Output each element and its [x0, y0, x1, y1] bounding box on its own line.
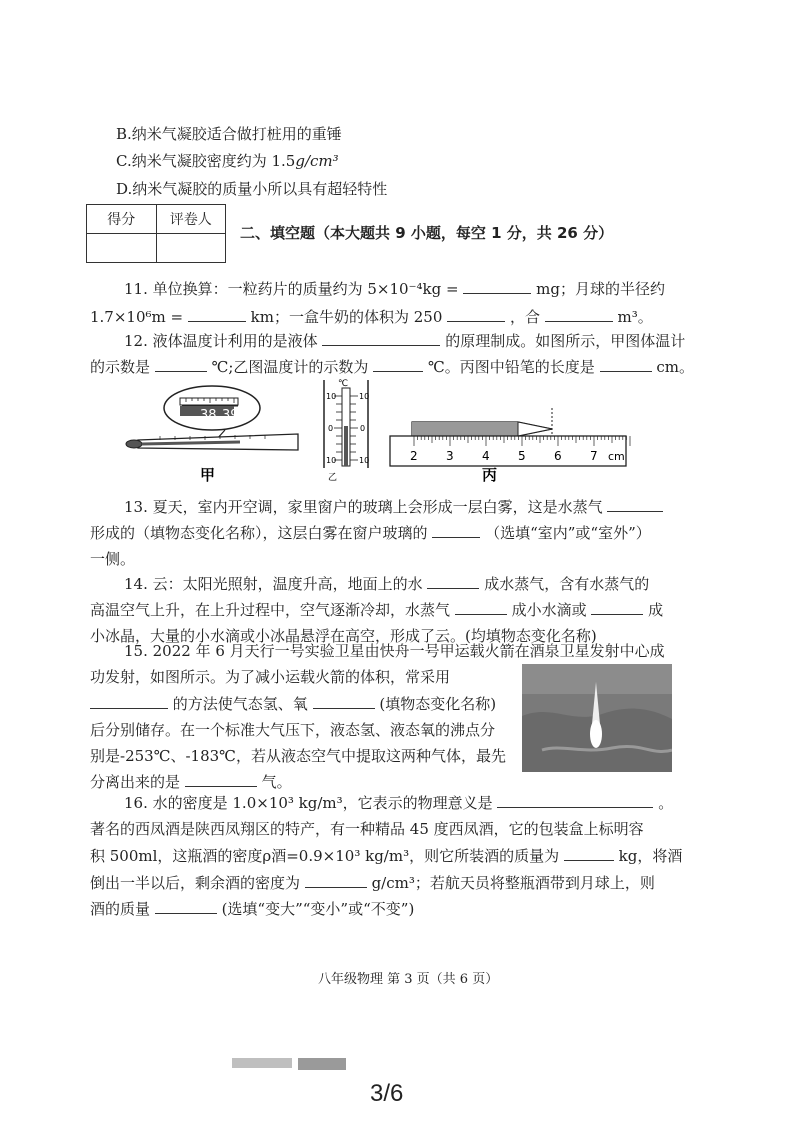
q14-text-d: 成小水滴或: [511, 601, 587, 619]
q16-text-b: 。: [658, 794, 674, 812]
score-cell[interactable]: [87, 234, 157, 263]
q15-line6: [90, 771, 292, 792]
q16-text-f: g/cm³；若航天员将整瓶酒带到月球上，则: [371, 874, 655, 892]
q15-text-d: 气。: [261, 773, 292, 791]
thermo-38-label: 38: [200, 408, 217, 423]
q13-text-c: （选填“室内”或“室外”）: [485, 524, 651, 542]
scale-0-left: 0: [328, 424, 334, 433]
page-footer: 八年级物理 第 3 页（共 6 页）: [318, 972, 499, 987]
q14-text-e: 成: [648, 601, 664, 619]
q11-blank-3[interactable]: [447, 308, 505, 322]
q15-line3: [90, 693, 496, 714]
fig-jia-label: 甲: [200, 466, 216, 484]
q13-text-a: 13. 夏天，室内开空调，家里窗户的玻璃上会形成一层白雾，这是水蒸气: [124, 498, 603, 516]
ruler-tick-label: 7: [590, 449, 598, 463]
q11-text-f: m³。: [617, 308, 653, 326]
option-b: B.纳米气凝胶适合做打桩用的重锤: [116, 125, 342, 143]
q12-line1: [124, 330, 685, 351]
q15-text-b: (填物态变化名称): [379, 695, 497, 713]
q16-text-c: 积 500ml，这瓶酒的密度ρ酒=0.9×10³ kg/m³，则它所装酒的质量为: [90, 847, 560, 865]
ruler-tick-label: 5: [518, 449, 526, 463]
q13-line1: [124, 496, 663, 517]
figures-svg: [120, 378, 640, 486]
grader-cell[interactable]: [156, 234, 226, 263]
q12-text-e: ℃。丙图中铅笔的长度是: [427, 358, 595, 376]
scale-10-bottom-right: 10: [359, 456, 370, 465]
q14-text-c: 高温空气上升，在上升过程中，空气逐渐冷却，水蒸气: [90, 601, 451, 619]
ruler-unit-label: cm: [608, 450, 625, 463]
q16-line2: 著名的西凤酒是陕西凤翔区的特产，有一种精品 45 度西凤酒，它的包装盒上标明容: [90, 820, 644, 838]
q16-text-g: 酒的质量: [90, 900, 151, 918]
scan-artifact: [232, 1058, 292, 1068]
ruler-tick-label: 3: [446, 449, 454, 463]
q14-line2: [90, 599, 663, 620]
q16-text-h: (选填“变大”“变小”或“不变”): [221, 900, 415, 918]
q11-text-d: km；一盒牛奶的体积为 250: [250, 308, 443, 326]
q12-text-f: cm。: [656, 358, 694, 376]
q11-blank-2[interactable]: [188, 308, 246, 322]
q15-blank-1[interactable]: [90, 695, 168, 709]
q11-text-a: 11. 单位换算：一粒药片的质量约为 5×10⁻⁴kg =: [124, 280, 459, 298]
q14-line1: [124, 573, 649, 594]
q16-line4: [90, 872, 655, 893]
q11-line2: [90, 306, 653, 327]
q14-blank-2[interactable]: [455, 601, 507, 615]
ruler-tick-label: 4: [482, 449, 490, 463]
q15-line4: 后分别储存。在一个标准大气压下，液态氢、液态氧的沸点分: [90, 721, 496, 739]
q11-text-c: 1.7×10⁶m =: [90, 308, 184, 326]
scale-unit: ℃: [338, 379, 349, 389]
q16-text-a: 16. 水的密度是 1.0×10³ kg/m³，它表示的物理意义是: [124, 794, 493, 812]
q12-text-a: 12. 液体温度计利用的是液体: [124, 332, 318, 350]
q15-text-c: 分离出来的是: [90, 773, 181, 791]
fig-bing-label: 丙: [482, 466, 498, 484]
q14-line3: 小冰晶，大量的小水滴或小冰晶悬浮在高空，形成了云。(均填物态变化名称): [90, 627, 597, 645]
q14-blank-3[interactable]: [591, 601, 643, 615]
q16-text-d: kg，将酒: [618, 847, 683, 865]
q16-blank-4[interactable]: [155, 900, 217, 914]
option-c-unit: g/cm³: [295, 152, 339, 170]
q12-blank-1[interactable]: [322, 332, 440, 346]
q16-blank-2[interactable]: [564, 847, 614, 861]
scale-10-top-left: 10: [326, 392, 337, 401]
q13-blank-2[interactable]: [432, 524, 480, 538]
scale-10-top-right: 10: [359, 392, 370, 401]
q14-text-b: 成水蒸气，含有水蒸气的: [484, 575, 650, 593]
q14-text-a: 14. 云：太阳光照射，温度升高，地面上的水: [124, 575, 423, 593]
option-c-text: C.纳米气凝胶密度约为 1.5: [116, 152, 296, 170]
q16-line1: [124, 792, 673, 813]
q12-text-b: 的原理制成。如图所示，甲图体温计: [445, 332, 686, 350]
rocket-launch-photo: [522, 664, 672, 772]
score-table: [86, 204, 226, 263]
q15-text-a: 的方法使气态氢、氧: [172, 695, 308, 713]
q15-line2: 功发射，如图所示。为了减小运载火箭的体积，常采用: [90, 668, 451, 686]
scale-10-bottom-left: 10: [326, 456, 337, 465]
q16-blank-1[interactable]: [497, 794, 653, 808]
q16-blank-3[interactable]: [305, 874, 367, 888]
q13-line3: 一侧。: [90, 550, 136, 568]
q11-text-b: mg；月球的半径约: [536, 280, 665, 298]
ruler-tick-label: 6: [554, 449, 562, 463]
q12-line2: [90, 356, 694, 377]
q15-blank-2[interactable]: [313, 695, 375, 709]
q15-blank-3[interactable]: [185, 773, 257, 787]
q12-blank-4[interactable]: [600, 358, 652, 372]
q11-blank-4[interactable]: [545, 308, 613, 322]
q12-blank-3[interactable]: [373, 358, 423, 372]
section-title: 二、填空题（本大题共 9 小题，每空 1 分，共 26 分）: [240, 224, 614, 242]
q13-line2: [90, 522, 651, 543]
score-header: 得分: [87, 205, 157, 234]
q16-line5: [90, 898, 414, 919]
scan-artifact: [298, 1058, 346, 1070]
q16-line3: [90, 845, 682, 866]
q15-line5: 别是-253℃、-183℃，若从液态空气中提取这两种气体，最先: [90, 747, 506, 765]
fig-yi-label: 乙: [328, 473, 338, 483]
option-d: D.纳米气凝胶的质量小所以具有超轻特性: [116, 180, 388, 198]
q11-line1: [124, 278, 665, 299]
ruler-tick-label: 2: [410, 449, 418, 463]
scale-0-right: 0: [360, 424, 366, 433]
q11-text-e: ，合: [509, 308, 540, 326]
q12-text-d: ℃;乙图温度计的示数为: [211, 358, 369, 376]
q12-blank-2[interactable]: [155, 358, 207, 372]
page-indicator: 3/6: [370, 1080, 404, 1107]
q15-line1: 15. 2022 年 6 月天行一号实验卫星由快舟一号甲运载火箭在酒泉卫星发射中心成: [124, 642, 665, 660]
grader-header: 评卷人: [156, 205, 226, 234]
option-c: [116, 150, 339, 171]
q13-blank-1[interactable]: [607, 498, 663, 512]
q12-text-c: 的示数是: [90, 358, 151, 376]
thermo-39-label: 39: [222, 408, 239, 423]
q16-text-e: 倒出一半以后，剩余酒的密度为: [90, 874, 301, 892]
q13-text-b: 形成的（填物态变化名称），这层白雾在窗户玻璃的: [90, 524, 428, 542]
q14-blank-1[interactable]: [427, 575, 479, 589]
q11-blank-1[interactable]: [463, 280, 531, 294]
